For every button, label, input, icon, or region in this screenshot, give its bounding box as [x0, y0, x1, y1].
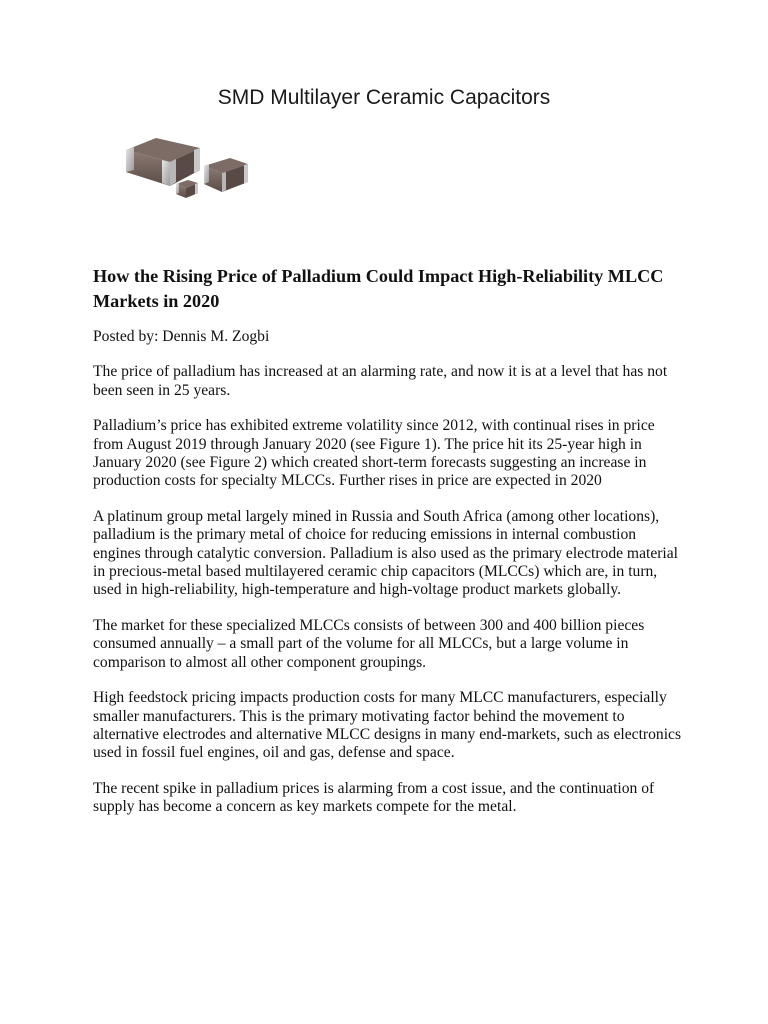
large-capacitor	[126, 138, 200, 186]
article-paragraph: High feedstock pricing impacts production costs for many MLCC manufacturers, especially smaller manufacturers. This is the primary motivating factor behind the movement to alternative electrodes and alternative MLCC designs in many end-markets, such as electronics used in fossil fuel engines, oil and gas, defense and space.	[93, 689, 682, 762]
article-paragraph: A platinum group metal largely mined in Russia and South Africa (among other locations), palladium is the primary metal of choice for reducing emissions in internal combustion engines through catalytic conversion. Palladium is also used as the primary electrode material in precious-metal based multilayered ceramic chip capacitors (MLCCs) which are, in turn, used in high-reliability, high-temperature and high-voltage product markets globally.	[93, 507, 679, 599]
article-headline: How the Rising Price of Palladium Could Impact High-Reliability MLCC Markets in 2020	[93, 266, 664, 311]
article-body	[93, 264, 683, 834]
document-title: SMD Multilayer Ceramic Capacitors	[217, 86, 551, 109]
article-paragraph: Palladium’s price has exhibited extreme volatility since 2012, with continual rises in price from August 2019 through January 2020 (see Figure 1). The price hit its 25-year high in January 2020 (see Figure 2) which created short-term forecasts suggesting an increase in production costs for specialty MLCCs. Further rises in price are expected in 2020	[93, 417, 655, 490]
small-capacitor	[176, 180, 198, 198]
medium-capacitor	[204, 158, 248, 192]
article-byline: Posted by: Dennis M. Zogbi	[93, 328, 270, 345]
capacitor-illustration	[118, 118, 258, 202]
article-paragraph: The price of palladium has increased at an alarming rate, and now it is at a level that has not been seen in 25 years.	[93, 363, 668, 399]
article-paragraph: The market for these specialized MLCCs consists of between 300 and 400 billion pieces consumed annually – a small part of the volume for all MLCCs, but a large volume in comparison to almost all other component groupings.	[93, 616, 645, 671]
article-paragraph: The recent spike in palladium prices is alarming from a cost issue, and the continuation of supply has become a concern as key markets compete for the metal.	[93, 779, 655, 816]
capacitor-photo	[118, 118, 258, 202]
